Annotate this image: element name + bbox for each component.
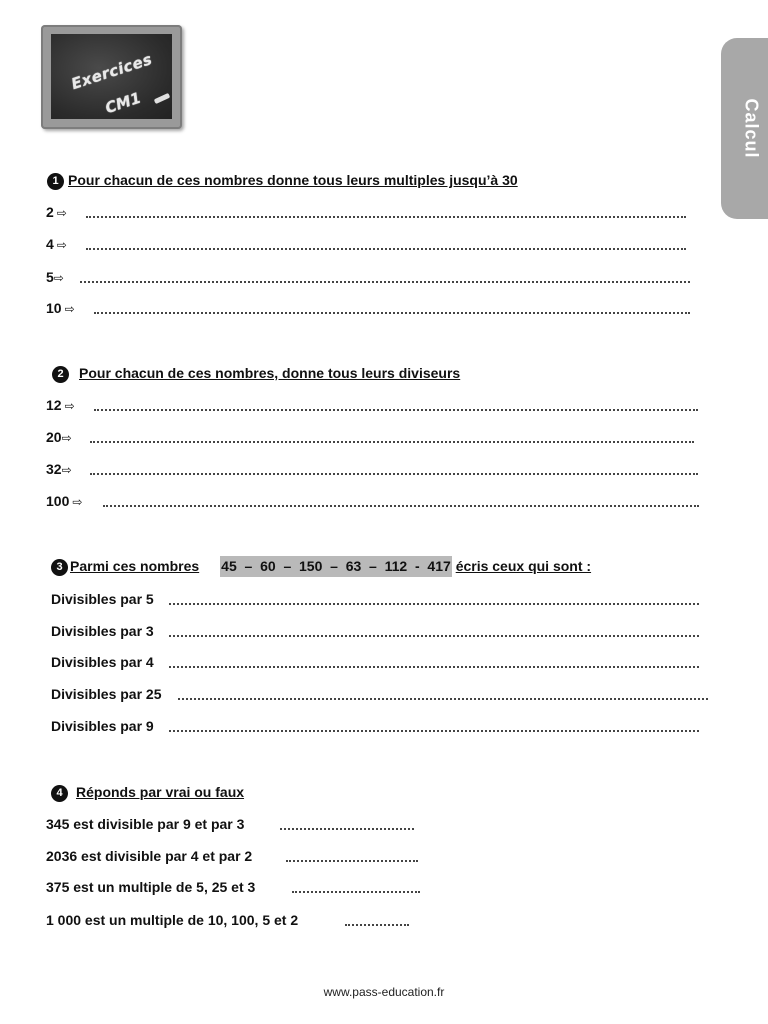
answer-line[interactable]: [169, 635, 699, 637]
row-label: Divisibles par 9: [51, 718, 154, 734]
ex2-row-12: [46, 397, 75, 413]
ex1-row-4: [46, 236, 67, 252]
answer-line[interactable]: [103, 505, 699, 507]
row-label: 4: [46, 236, 54, 252]
row-label: 20: [46, 429, 62, 445]
exercise-1-instruction: Pour chacun de ces nombres donne tous leurs multiples jusqu’à 30: [68, 172, 518, 188]
ex3-row-div9: [51, 718, 154, 734]
subject-side-tab: [721, 38, 768, 219]
answer-line[interactable]: [90, 441, 694, 443]
answer-line[interactable]: [80, 281, 690, 283]
exercise-1-title: [47, 172, 518, 190]
arrow-icon: ⇨: [61, 463, 72, 477]
exercise-number-badge: 3: [51, 559, 68, 576]
answer-line[interactable]: [86, 248, 686, 250]
exercise-3-title: [51, 558, 591, 576]
exercices-cm1-badge: [41, 25, 182, 129]
side-tab-label: Calcul: [741, 98, 762, 159]
answer-line[interactable]: [94, 312, 690, 314]
arrow-icon: ⇨: [56, 238, 67, 252]
ex1-row-5: [46, 269, 64, 285]
exercise-number-badge: 4: [51, 785, 68, 802]
row-label: Divisibles par 5: [51, 591, 154, 607]
row-label: 5: [46, 269, 54, 285]
exercise-4-title: [51, 784, 244, 802]
answer-line[interactable]: [169, 730, 699, 732]
row-label: 12: [46, 397, 62, 413]
ex3-row-div25: [51, 686, 162, 702]
row-label: Divisibles par 25: [51, 686, 162, 702]
chalkboard: [51, 34, 172, 119]
statement: 375 est un multiple de 5, 25 et 3: [46, 879, 256, 895]
row-label: Divisibles par 4: [51, 654, 154, 670]
arrow-icon: ⇨: [72, 495, 83, 509]
badge-line2: CM1: [103, 88, 144, 118]
ex1-row-10: [46, 300, 75, 316]
badge-line1: Exercices: [69, 50, 155, 94]
answer-line[interactable]: [169, 666, 699, 668]
arrow-icon: ⇨: [64, 302, 75, 316]
exercise-3-instruction-end: écris ceux qui sont :: [455, 558, 592, 574]
arrow-icon: ⇨: [56, 206, 67, 220]
ex2-row-20: [46, 429, 72, 445]
exercise-3-instruction: Parmi ces nombres: [70, 558, 200, 574]
exercise-number-badge: 1: [47, 173, 64, 190]
ex3-row-div4: [51, 654, 154, 670]
ex4-row-1: [46, 816, 244, 832]
statement: 1 000 est un multiple de 10, 100, 5 et 2: [46, 912, 299, 928]
statement: 345 est divisible par 9 et par 3: [46, 816, 245, 832]
answer-line[interactable]: [292, 891, 420, 893]
answer-line[interactable]: [94, 409, 698, 411]
arrow-icon: ⇨: [53, 271, 64, 285]
row-label: 10: [46, 300, 62, 316]
answer-line[interactable]: [286, 860, 418, 862]
ex1-row-2: [46, 204, 67, 220]
chalk-icon: [154, 93, 171, 104]
exercise-4-instruction: Réponds par vrai ou faux: [76, 784, 245, 800]
ex3-row-div5: [51, 591, 154, 607]
number-list: 45 – 60 – 150 – 63 – 112 - 417: [220, 556, 452, 577]
answer-line[interactable]: [178, 698, 708, 700]
row-label: Divisibles par 3: [51, 623, 154, 639]
answer-line[interactable]: [90, 473, 698, 475]
exercise-2-instruction: Pour chacun de ces nombres, donne tous leurs diviseurs: [79, 365, 461, 381]
row-label: 100: [46, 493, 70, 509]
row-label: 32: [46, 461, 62, 477]
exercise-2-title: [52, 365, 460, 383]
answer-line[interactable]: [280, 828, 414, 830]
arrow-icon: ⇨: [64, 399, 75, 413]
ex2-row-100: [46, 493, 82, 509]
footer-url: www.pass-education.fr: [323, 985, 445, 999]
row-label: 2: [46, 204, 54, 220]
statement: 2036 est divisible par 4 et par 2: [46, 848, 253, 864]
answer-line[interactable]: [169, 603, 699, 605]
answer-line[interactable]: [345, 924, 409, 926]
exercise-number-badge: 2: [52, 366, 69, 383]
ex4-row-2: [46, 848, 252, 864]
ex2-row-32: [46, 461, 72, 477]
arrow-icon: ⇨: [61, 431, 72, 445]
ex4-row-3: [46, 879, 255, 895]
ex3-row-div3: [51, 623, 154, 639]
answer-line[interactable]: [86, 216, 686, 218]
ex4-row-4: [46, 912, 298, 928]
